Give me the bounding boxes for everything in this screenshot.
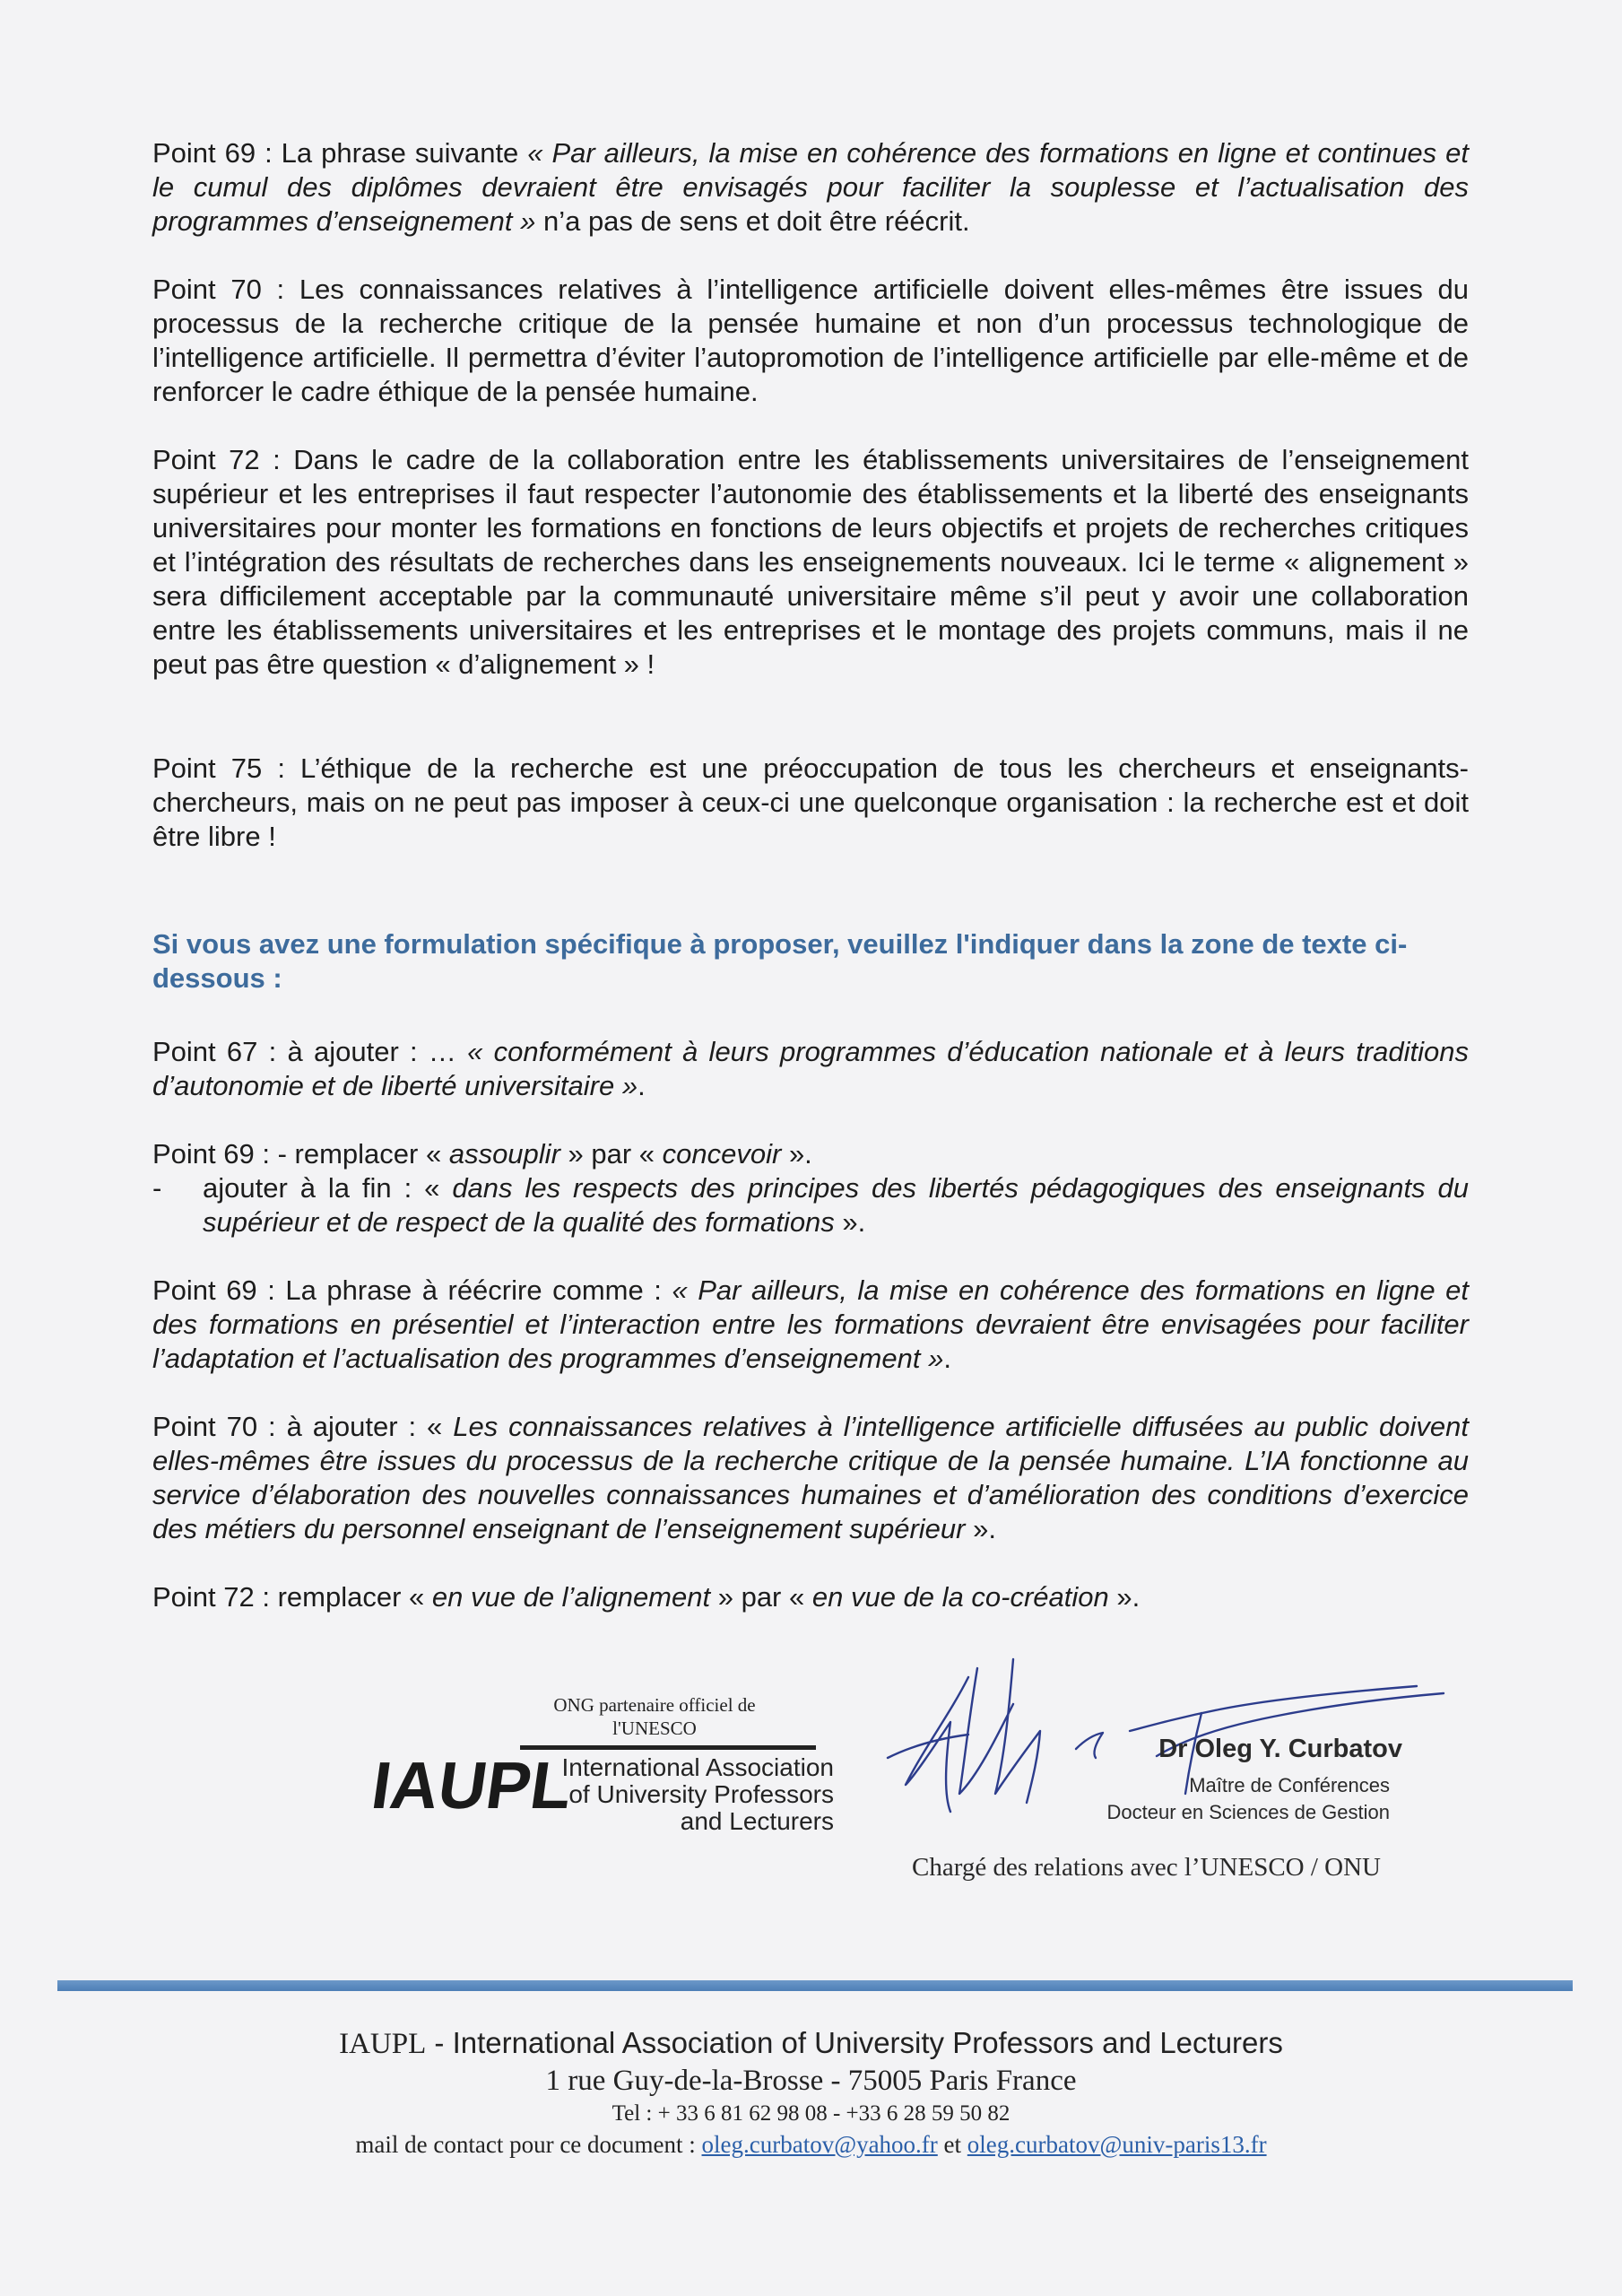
point-label: Point 70 : xyxy=(152,274,299,305)
footer-org-name: - International Association of University Professors and Lecturers xyxy=(426,2026,1283,2059)
ong-partner-note xyxy=(538,1693,771,1740)
signatory-role: Maître de Conférences xyxy=(1189,1774,1390,1796)
paragraph-text: L’éthique de la recherche est une préoccupation de tous les chercheurs et enseignants-chercheurs, mais on ne peut pas imposer à ceux-ci une quelconque organisation : la recherche est et doit être libre ! xyxy=(152,752,1469,852)
suggestion-text: remplacer « xyxy=(277,1581,432,1613)
suggestion-text: ajouter à la fin : « xyxy=(203,1172,453,1204)
footer-email-line xyxy=(0,2128,1622,2161)
ong-line: ONG partenaire officiel de xyxy=(553,1694,756,1716)
suggestion-text: ». xyxy=(834,1206,866,1238)
point-label: Point 69 : xyxy=(152,1274,286,1306)
point-label: Point 75 : xyxy=(152,752,301,784)
list-dash: - xyxy=(152,1172,162,1204)
suggestion-text: ». xyxy=(781,1138,812,1170)
iaupl-logo-mark xyxy=(367,1731,577,1822)
suggestion-text: ». xyxy=(965,1513,996,1544)
signatory-charge: Chargé des relations avec l’UNESCO / ONU xyxy=(912,1853,1381,1882)
paragraph-text: n’a pas de sens et doit être réécrit. xyxy=(535,205,970,237)
ong-line: l'UNESCO xyxy=(612,1718,697,1739)
suggestion-text: » par « xyxy=(710,1581,812,1613)
sub-list-item xyxy=(152,1171,1469,1239)
paragraph-point-72 xyxy=(152,443,1469,682)
logo-mark-text: IAUPL xyxy=(367,1748,577,1822)
footer-divider xyxy=(57,1980,1573,1991)
signature-block xyxy=(861,1641,1488,1901)
letterhead-footer xyxy=(0,2025,1622,2161)
signatory-degree: Docteur en Sciences de Gestion xyxy=(1106,1801,1390,1823)
paragraph-point-69 xyxy=(152,136,1469,239)
quoted-text: « Par ailleurs, la mise en cohérence des formations en ligne et des formations en présentiel et l’interaction entre les formations devraient être envisagées pour faciliter l’adaptation et l’actualisation des programmes d’enseignement » xyxy=(152,1274,1470,1374)
suggestion-text: à ajouter : « xyxy=(286,1411,454,1442)
paragraph-point-75 xyxy=(152,752,1469,854)
paragraph-text: Dans le cadre de la collaboration entre les établissements universitaires de l’enseignement supérieur et les entreprises il faut respecter l’autonomie des établissements et la liberté des enseignants universitaires pour monter les formations en fonctions de leurs objectifs et projets de recherches critiques et l’intégration des résultats de recherches dans les enseignements nouveaux. Ici le terme « alignement » sera difficilement acceptable par la communauté universitaire même s’il peut y avoir une collaboration entre les établissements universitaires et les entreprises et le montage des projets communs, mais il ne peut pas être question « d’alignement » ! xyxy=(152,444,1469,680)
suggestion-text: à ajouter : … xyxy=(287,1036,468,1067)
footer-address: 1 rue Guy-de-la-Brosse - 75005 Paris France xyxy=(545,2065,1077,2097)
suggestion-text: - remplacer « xyxy=(277,1138,449,1170)
suggestion-text: La phrase à réécrire comme : xyxy=(285,1274,672,1306)
org-line: International Association xyxy=(561,1753,834,1781)
email-link-univ[interactable]: oleg.curbatov@univ-paris13.fr xyxy=(967,2131,1267,2158)
quoted-word: en vue de la co-création xyxy=(811,1581,1109,1613)
suggestion-point-67 xyxy=(152,1035,1469,1103)
quoted-text: « Par ailleurs, la mise en cohérence des formations en ligne et continues et le cumul des diplômes devraient être envisagés pour faciliter la souplesse et l’actualisation des programmes d’enseignement » xyxy=(152,137,1469,237)
suggestion-point-69-rewrite xyxy=(152,1274,1469,1376)
point-label: Point 70 : xyxy=(152,1411,287,1442)
suggestion-text: . xyxy=(638,1070,646,1101)
org-line: and Lecturers xyxy=(680,1807,834,1835)
footer-mail-separator: et xyxy=(937,2131,967,2158)
suggestion-text: » par « xyxy=(559,1138,663,1170)
point-label: Point 69 : xyxy=(152,1138,278,1170)
point-label: Point 67 : xyxy=(152,1036,288,1067)
paragraph-text: Les connaissances relatives à l’intelligence artificielle doivent elles-mêmes être issues du processus de la recherche critique de la pensée humaine et non d’un processus technologique de l’intelligence artificielle. Il permettra d’éviter l’autopromotion de l’intelligence artificielle par elle-même et de renforcer le cadre éthique de la pensée humaine. xyxy=(152,274,1469,407)
quoted-word: assouplir xyxy=(448,1138,560,1170)
footer-phone: Tel : + 33 6 81 62 98 08 - +33 6 28 59 50 82 xyxy=(612,2101,1010,2126)
logo-org-name xyxy=(493,1754,834,1835)
signatory-name: Dr Oleg Y. Curbatov xyxy=(1158,1735,1402,1763)
point-label: Point 72 : xyxy=(152,1581,278,1613)
footer-mail-label: mail de contact pour ce document : xyxy=(355,2131,702,2158)
paragraph-point-70 xyxy=(152,273,1469,409)
point-label: Point 69 : xyxy=(152,137,282,169)
footer-org-line xyxy=(0,2025,1622,2062)
quoted-text: dans les respects des principes des libertés pédagogiques des enseignants du supérieur et de respect de la qualité des formations xyxy=(203,1172,1469,1238)
suggestion-text: . xyxy=(943,1343,951,1374)
suggestion-point-70 xyxy=(152,1410,1469,1546)
footer-acronym: IAUPL xyxy=(339,2028,427,2060)
point-label: Point 72 : xyxy=(152,444,294,475)
suggestion-text: ». xyxy=(1108,1581,1141,1613)
quoted-word: concevoir xyxy=(662,1138,782,1170)
paragraph-text: La phrase suivante xyxy=(281,137,528,169)
email-link-yahoo[interactable]: oleg.curbatov@yahoo.fr xyxy=(701,2131,938,2158)
form-prompt-heading: Si vous avez une formulation spécifique à proposer, veuillez l'indiquer dans la zone de texte ci-dessous : xyxy=(152,928,1408,994)
quoted-word: en vue de l’alignement xyxy=(431,1581,711,1613)
quoted-text: « conformément à leurs programmes d’éducation nationale et à leurs traditions d’autonomie et de liberté universitaire » xyxy=(152,1036,1469,1101)
suggestion-point-69-replace xyxy=(152,1137,1469,1239)
iaupl-logo-block xyxy=(367,1693,834,1864)
quoted-text: Les connaissances relatives à l’intelligence artificielle diffusées au public doivent elles-mêmes être issues du processus de la recherche critique de la pensée humaine. L’IA fonctionne au service d’élaboration des nouvelles connaissances humaines et d’amélioration des conditions d’exercice des métiers du personnel enseignant de l’enseignement supérieur xyxy=(152,1411,1469,1544)
suggestion-point-72 xyxy=(152,1580,1469,1614)
org-line: of University Professors xyxy=(568,1780,834,1808)
